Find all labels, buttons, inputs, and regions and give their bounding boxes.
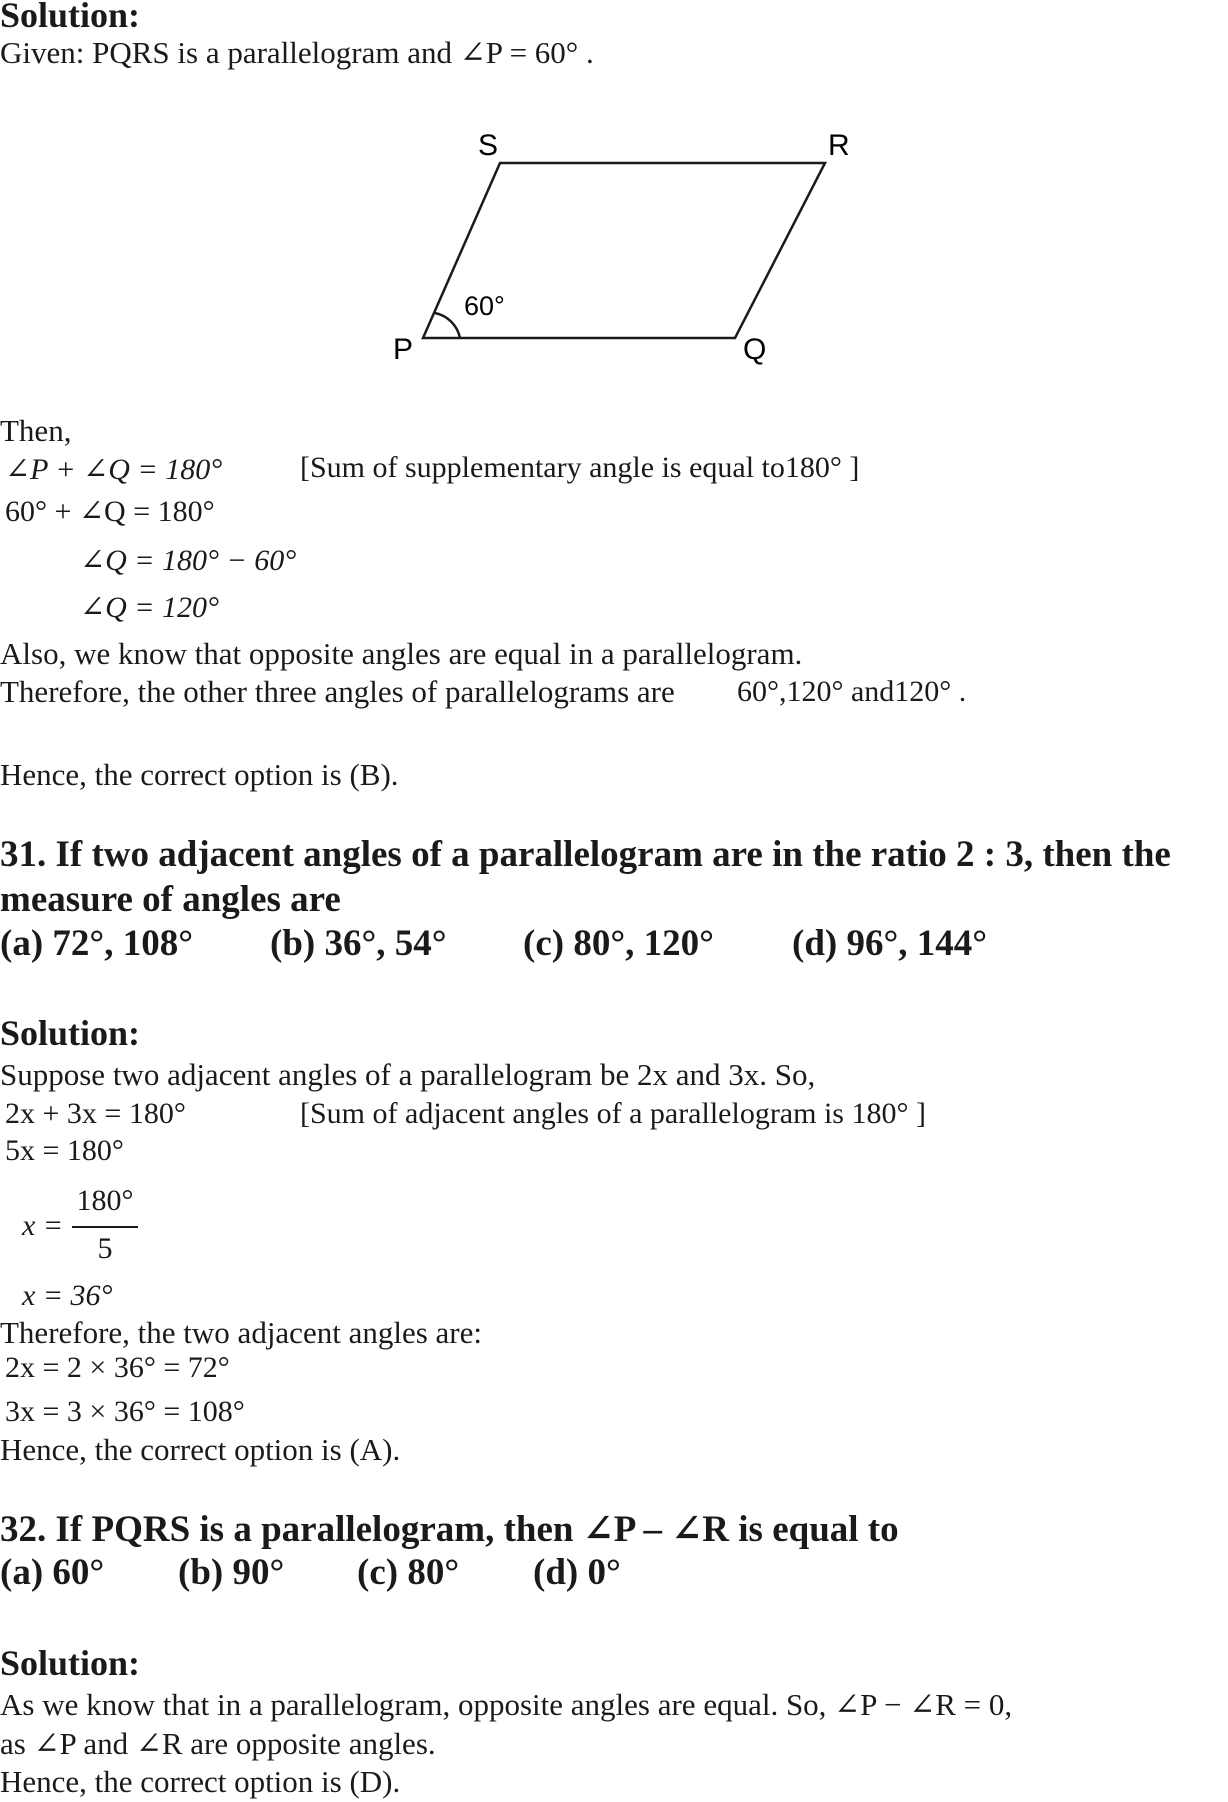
- hence-b: Hence, the correct option is (B).: [0, 757, 399, 792]
- q31-option-c: (c) 80°, 120°: [523, 923, 714, 964]
- angle-label-60: 60°: [464, 291, 505, 321]
- fraction-denominator: 5: [97, 1232, 113, 1265]
- question-31-line2: measure of angles are: [0, 879, 341, 920]
- opposite-angles-text: Also, we know that opposite angles are equal in a parallelogram.: [0, 636, 803, 671]
- vertex-label-q: Q: [743, 333, 767, 365]
- q32-line2: as ∠P and ∠R are opposite angles.: [0, 1726, 436, 1761]
- vertex-label-p: P: [393, 333, 414, 365]
- eq-angle-108: 3x = 3 × 36° = 108°: [5, 1395, 245, 1428]
- eq-2x-plus-3x: 2x + 3x = 180°: [5, 1097, 186, 1130]
- q31-option-b: (b) 36°, 54°: [270, 923, 447, 964]
- fraction-bar: [72, 1226, 138, 1228]
- q32-option-c: (c) 80°: [357, 1552, 460, 1593]
- given-statement: Given: PQRS is a parallelogram and ∠P = 60° .: [0, 35, 594, 70]
- therefore-adjacent-text: Therefore, the two adjacent angles are:: [0, 1315, 482, 1350]
- eq-q-180-minus-60: ∠Q = 180° − 60°: [80, 544, 297, 577]
- fraction-lhs: x =: [22, 1209, 64, 1242]
- vertex-label-r: R: [828, 129, 850, 162]
- eq-x-36: x = 36°: [22, 1279, 113, 1312]
- therefore-text: Therefore, the other three angles of parallelograms are: [0, 674, 675, 709]
- question-31-line1: 31. If two adjacent angles of a parallelogram are in the ratio 2 : 3, then the: [0, 834, 1171, 875]
- solution-heading-2: Solution:: [0, 1013, 141, 1053]
- vertex-label-s: S: [478, 129, 499, 162]
- q32-line1: As we know that in a parallelogram, opposite angles are equal. So, ∠P − ∠R = 0,: [0, 1687, 1013, 1722]
- eq-5x-180: 5x = 180°: [5, 1134, 124, 1167]
- q32-option-d: (d) 0°: [533, 1552, 621, 1593]
- eq-q-120: ∠Q = 120°: [80, 591, 220, 624]
- q31-option-a: (a) 72°, 108°: [0, 923, 193, 964]
- hence-d: Hence, the correct option is (D).: [0, 1764, 401, 1799]
- then-text: Then,: [0, 413, 72, 448]
- parallelogram-figure: [380, 125, 860, 365]
- q32-option-a: (a) 60°: [0, 1552, 105, 1593]
- eq-p-plus-q: ∠P + ∠Q = 180°: [5, 453, 223, 486]
- angle-arc: [435, 313, 460, 338]
- eq-note-supplementary: [Sum of supplementary angle is equal to180° ]: [300, 451, 860, 484]
- q32-option-b: (b) 90°: [178, 1552, 285, 1593]
- eq-60-plus-q: 60° + ∠Q = 180°: [5, 495, 215, 528]
- hence-a: Hence, the correct option is (A).: [0, 1432, 401, 1467]
- suppose-text: Suppose two adjacent angles of a parallelogram be 2x and 3x. So,: [0, 1057, 816, 1092]
- eq-note-adjacent: [Sum of adjacent angles of a parallelogram is 180° ]: [300, 1097, 926, 1130]
- q31-option-d: (d) 96°, 144°: [792, 923, 988, 964]
- solution-heading-1: Solution:: [0, 0, 141, 35]
- fraction-numerator: 180°: [76, 1184, 134, 1217]
- question-32: 32. If PQRS is a parallelogram, then ∠P – ∠R is equal to: [0, 1509, 899, 1550]
- solution-heading-3: Solution:: [0, 1643, 141, 1683]
- eq-angle-72: 2x = 2 × 36° = 72°: [5, 1351, 230, 1384]
- therefore-values: 60°,120° and120° .: [737, 675, 967, 708]
